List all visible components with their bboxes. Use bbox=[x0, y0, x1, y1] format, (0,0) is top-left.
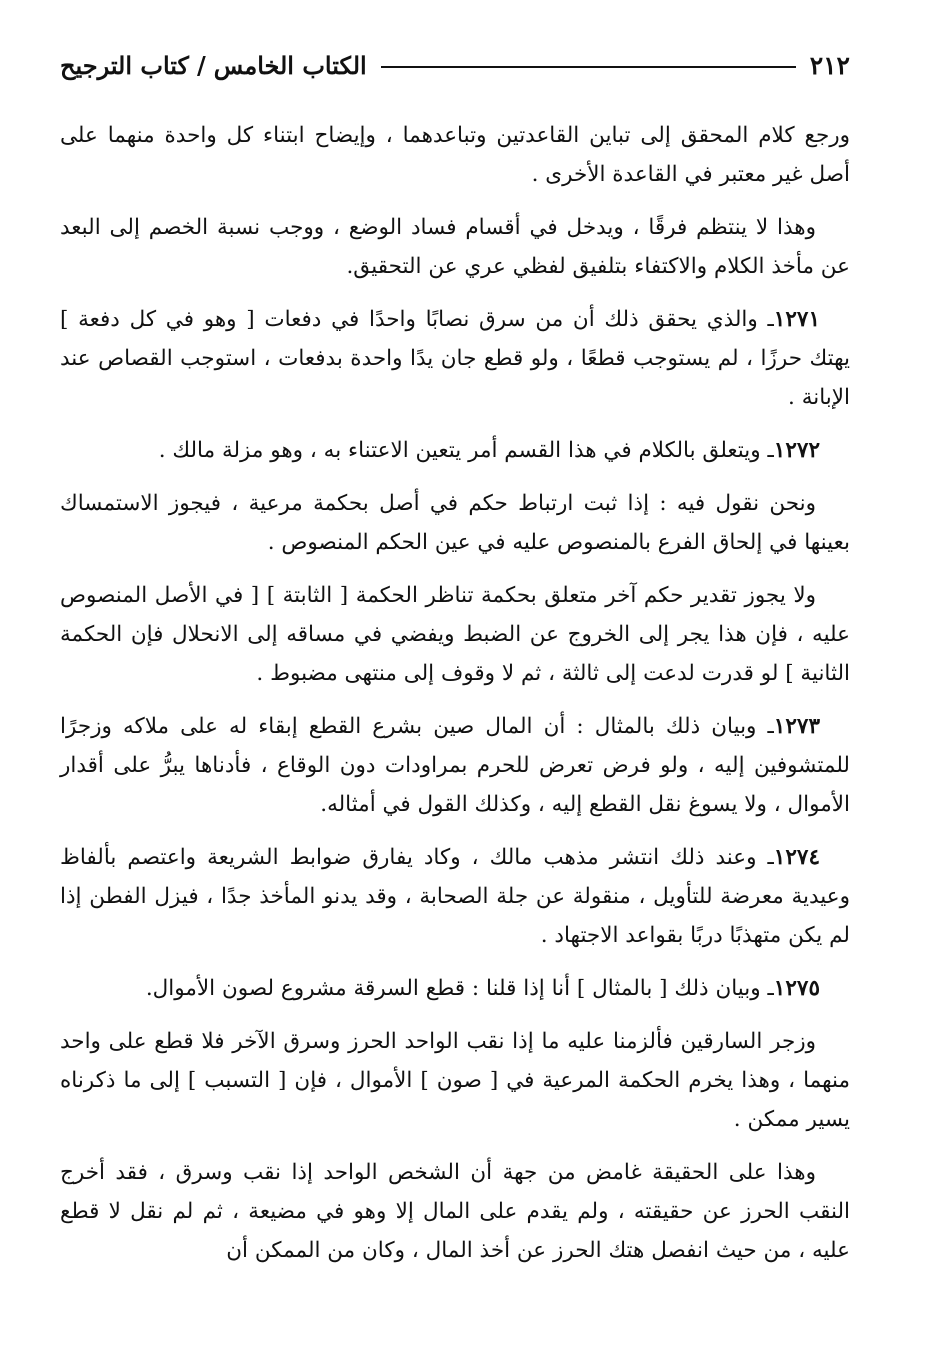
running-title bbox=[60, 51, 367, 80]
paragraph-number: ١٢٧١ bbox=[773, 307, 820, 332]
book-title: الكتاب الخامس bbox=[213, 50, 367, 80]
paragraph-text: ـ ويتعلق بالكلام في هذا القسم أمر يتعين الاعتناء به ، وهو مزلة مالك . bbox=[158, 438, 774, 463]
paragraph bbox=[60, 576, 850, 693]
paragraph bbox=[60, 208, 850, 286]
paragraph-text: ولا يجوز تقدير حكم آخر متعلق بحكمة تناظر الحكمة [ الثابتة ] [ في الأصل المنصوص عليه ، فإن هذا يجر إلى الخروج عن الضبط ويفضي في مساقه إلى الانحلال فإن الحكمة الثانية ] لو قدرت لدعت إلى ثالثة ، ثم لا وقوف إلى منتهى مضبوط . bbox=[60, 583, 850, 686]
paragraph-text: ورجع كلام المحقق إلى تباين القاعدتين وتباعدهما ، وإيضاح ابتناء كل واحدة منهما على أصل غير معتبر في القاعدة الأخرى . bbox=[60, 123, 850, 187]
paragraph-number: ١٢٧٥ bbox=[773, 976, 820, 1001]
running-head bbox=[60, 40, 850, 90]
numbered-paragraph bbox=[60, 838, 850, 955]
paragraph-text: ـ وبيان ذلك بالمثال : أن المال صين بشرع القطع إبقاء له على ملاكه وزجرًا للمتشوفين إليه ، ولو فرض تعرض للحرم بمراودات دون الوقاع ، فأدناها يبرُّ على أقدار الأموال ، ولا يسوغ نقل القطع إليه ، وكذلك القول في أمثاله. bbox=[60, 714, 850, 817]
paragraph-text: وهذا على الحقيقة غامض من جهة أن الشخص الواحد إذا نقب وسرق ، فقد أخرج النقب الحرز عن حقيقته ، ولم يقدم على المال إلا وهو في مضيعة ، ثم لم نقل لا قطع عليه ، من حيث انفصل هتك الحرز عن أخذ المال ، وكان من الممكن أن bbox=[60, 1160, 850, 1263]
paragraph-text: ـ والذي يحقق ذلك أن من سرق نصابًا واحدًا في دفعات [ وهو في كل دفعة ] يهتك حرزًا ، لم يستوجب قطعًا ، ولو قطع جان يدًا واحدة بدفعات ، استوجب القصاص عند الإبانة . bbox=[60, 307, 850, 410]
paragraph-text: وزجر السارقين فألزمنا عليه ما إذا نقب الواحد الحرز وسرق الآخر فلا قطع على واحد منهما ، وهذا يخرم الحكمة المرعية في [ صون ] الأموال ، فإن [ التسبب ] إلى ما ذكرناه يسير ممكن . bbox=[60, 1029, 850, 1132]
paragraph bbox=[60, 1153, 850, 1270]
numbered-paragraph bbox=[60, 431, 850, 470]
paragraph-number: ١٢٧٢ bbox=[773, 438, 820, 463]
header-rule bbox=[381, 66, 796, 68]
paragraph-number: ١٢٧٣ bbox=[773, 714, 820, 739]
paragraph-number: ١٢٧٤ bbox=[773, 845, 820, 870]
chapter-title: كتاب الترجيح bbox=[60, 50, 189, 80]
paragraph bbox=[60, 484, 850, 562]
numbered-paragraph bbox=[60, 707, 850, 824]
numbered-paragraph bbox=[60, 300, 850, 417]
body-text bbox=[60, 116, 850, 1270]
book-page bbox=[60, 40, 850, 1284]
paragraph-text: ـ وبيان ذلك [ بالمثال ] أنا إذا قلنا : قطع السرقة مشروع لصون الأموال. bbox=[145, 976, 774, 1001]
page-number: ٢١٢ bbox=[809, 50, 850, 80]
paragraph bbox=[60, 116, 850, 194]
paragraph-text: ـ وعند ذلك انتشر مذهب مالك ، وكاد يفارق ضوابط الشريعة واعتصم بألفاظ وعيدية معرضة للتأويل ، منقولة عن جلة الصحابة ، وقد يدنو المأخذ جدًا ، فيزل الفطن إذا لم يكن متهذبًا دربًا بقواعد الاجتهاد . bbox=[60, 845, 850, 948]
numbered-paragraph bbox=[60, 969, 850, 1008]
title-separator: / bbox=[196, 50, 206, 80]
paragraph bbox=[60, 1022, 850, 1139]
paragraph-text: ونحن نقول فيه : إذا ثبت ارتباط حكم في أصل بحكمة مرعية ، فيجوز الاستمساك بعينها في إلحاق الفرع بالمنصوص عليه في عين الحكم المنصوص . bbox=[60, 491, 850, 555]
paragraph-text: وهذا لا ينتظم فرقًا ، ويدخل في أقسام فساد الوضع ، ووجب نسبة الخصم إلى البعد عن مأخذ الكلام والاكتفاء بتلفيق لفظي عري عن التحقيق. bbox=[60, 215, 850, 279]
